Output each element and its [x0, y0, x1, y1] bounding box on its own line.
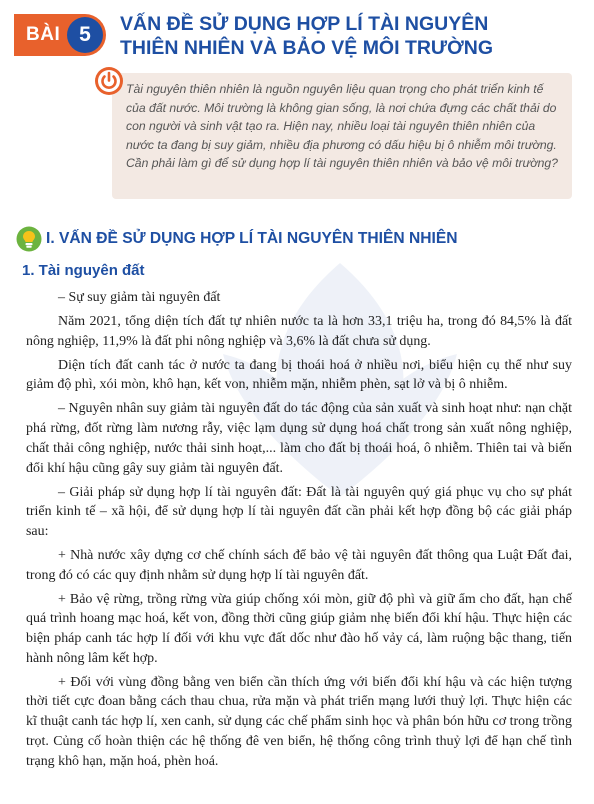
- section-title: I. VẤN ĐỀ SỬ DỤNG HỢP LÍ TÀI NGUYÊN THIÊN NHIÊN: [46, 230, 458, 247]
- lesson-title: [120, 12, 493, 60]
- section-heading: [16, 226, 458, 252]
- lesson-number: 5: [67, 17, 103, 53]
- paragraph: – Giải pháp sử dụng hợp lí tài nguyên đất: Đất là tài nguyên quý giá phục vụ cho sự phát triển kinh tế – xã hội, để sử dụng hợp lí tài nguyên đất cần phải kết hợp đồng bộ các giải pháp sau:: [26, 484, 572, 539]
- paragraph: + Đối với vùng đồng bằng ven biển cần thích ứng với biến đổi khí hậu và các hiện tượng thời tiết cực đoan bằng cách thau chua, rửa mặn và phát triển mạng lưới thuỷ lợi. Thực hiện các kĩ thuật canh tác hợp lí, xen canh, sử dụng các chế phẩm sinh học và phân bón hữu cơ trong trồng trọt. Củng cố hoàn thiện các hệ thống đê ven biển, hệ thống công trình thuỷ lợi để hạn chế tình trạng khô hạn, mặn hoá, phèn hoá.: [26, 674, 572, 769]
- paragraph: Năm 2021, tổng diện tích đất tự nhiên nước ta là hơn 33,1 triệu ha, trong đó 84,5% là đất nông nghiệp, 11,9% là đất phi nông nghiệp và 3,6% là đất chưa sử dụng.: [26, 314, 572, 349]
- lamp-icon: [16, 226, 42, 252]
- body-text: [26, 288, 572, 776]
- subsection-title: 1. Tài nguyên đất: [22, 262, 145, 279]
- power-icon: [94, 66, 124, 96]
- lesson-title-line1: VẤN ĐỀ SỬ DỤNG HỢP LÍ TÀI NGUYÊN: [120, 13, 489, 35]
- paragraph: – Nguyên nhân suy giảm tài nguyên đất do tác động của sản xuất và sinh hoạt như: nạn chặt phá rừng, đốt rừng làm nương rẫy, việc lạm dụng sử dụng hoá chất trong sản xuất nông nghiệp, chất thải công nghiệp, nước thải sinh hoạt,... làm cho đất bị thoái hoá, ô nhiễm. Thiên tai và biến đổi khí hậu cũng gây suy giảm tài nguyên đất.: [26, 401, 572, 476]
- paragraph: Diện tích đất canh tác ở nước ta đang bị thoái hoá ở nhiều nơi, biểu hiện cụ thể như suy giảm độ phì, xói mòn, khô hạn, kết von, nhiễm mặn, nhiễm phèn, sạt lở và bị ô nhiễm.: [26, 357, 572, 393]
- paragraph: – Sự suy giảm tài nguyên đất: [58, 290, 221, 305]
- intro-text: Tài nguyên thiên nhiên là nguồn nguyên liệu quan trọng cho phát triển kinh tế của đất nước. Môi trường là không gian sống, là nơi chứa đựng các chất thải do con người và sinh vật tạo ra. Hiện nay, nhiều loại tài nguyên thiên nhiên của nước ta đang bị suy giảm, nhiều địa phương có dấu hiệu bị ô nhiễm môi trường. Cần phải làm gì để sử dụng hợp lí tài nguyên thiên nhiên và bảo vệ môi trường?: [126, 82, 558, 170]
- paragraph: + Bảo vệ rừng, trồng rừng vừa giúp chống xói mòn, giữ độ phì và giữ ẩm cho đất, hạn chế quá trình hoang mạc hoá, kết von, đồng thời cũng giúp giảm nhẹ biến đổi khí hậu. Thực hiện các biện pháp canh tác hợp lí đối với khu vực đất dốc như đào hố vảy cá, làm ruộng bậc thang, tiến hành nông lâm kết hợp.: [26, 591, 572, 666]
- lesson-badge: [14, 14, 106, 56]
- lesson-label: BÀI: [26, 24, 61, 45]
- lesson-title-line2: THIÊN NHIÊN VÀ BẢO VỆ MÔI TRƯỜNG: [120, 37, 493, 59]
- paragraph: + Nhà nước xây dựng cơ chế chính sách để bảo vệ tài nguyên đất thông qua Luật Đất đai, trong đó có các quy định nhằm sử dụng hợp lí tài nguyên đất.: [26, 547, 572, 583]
